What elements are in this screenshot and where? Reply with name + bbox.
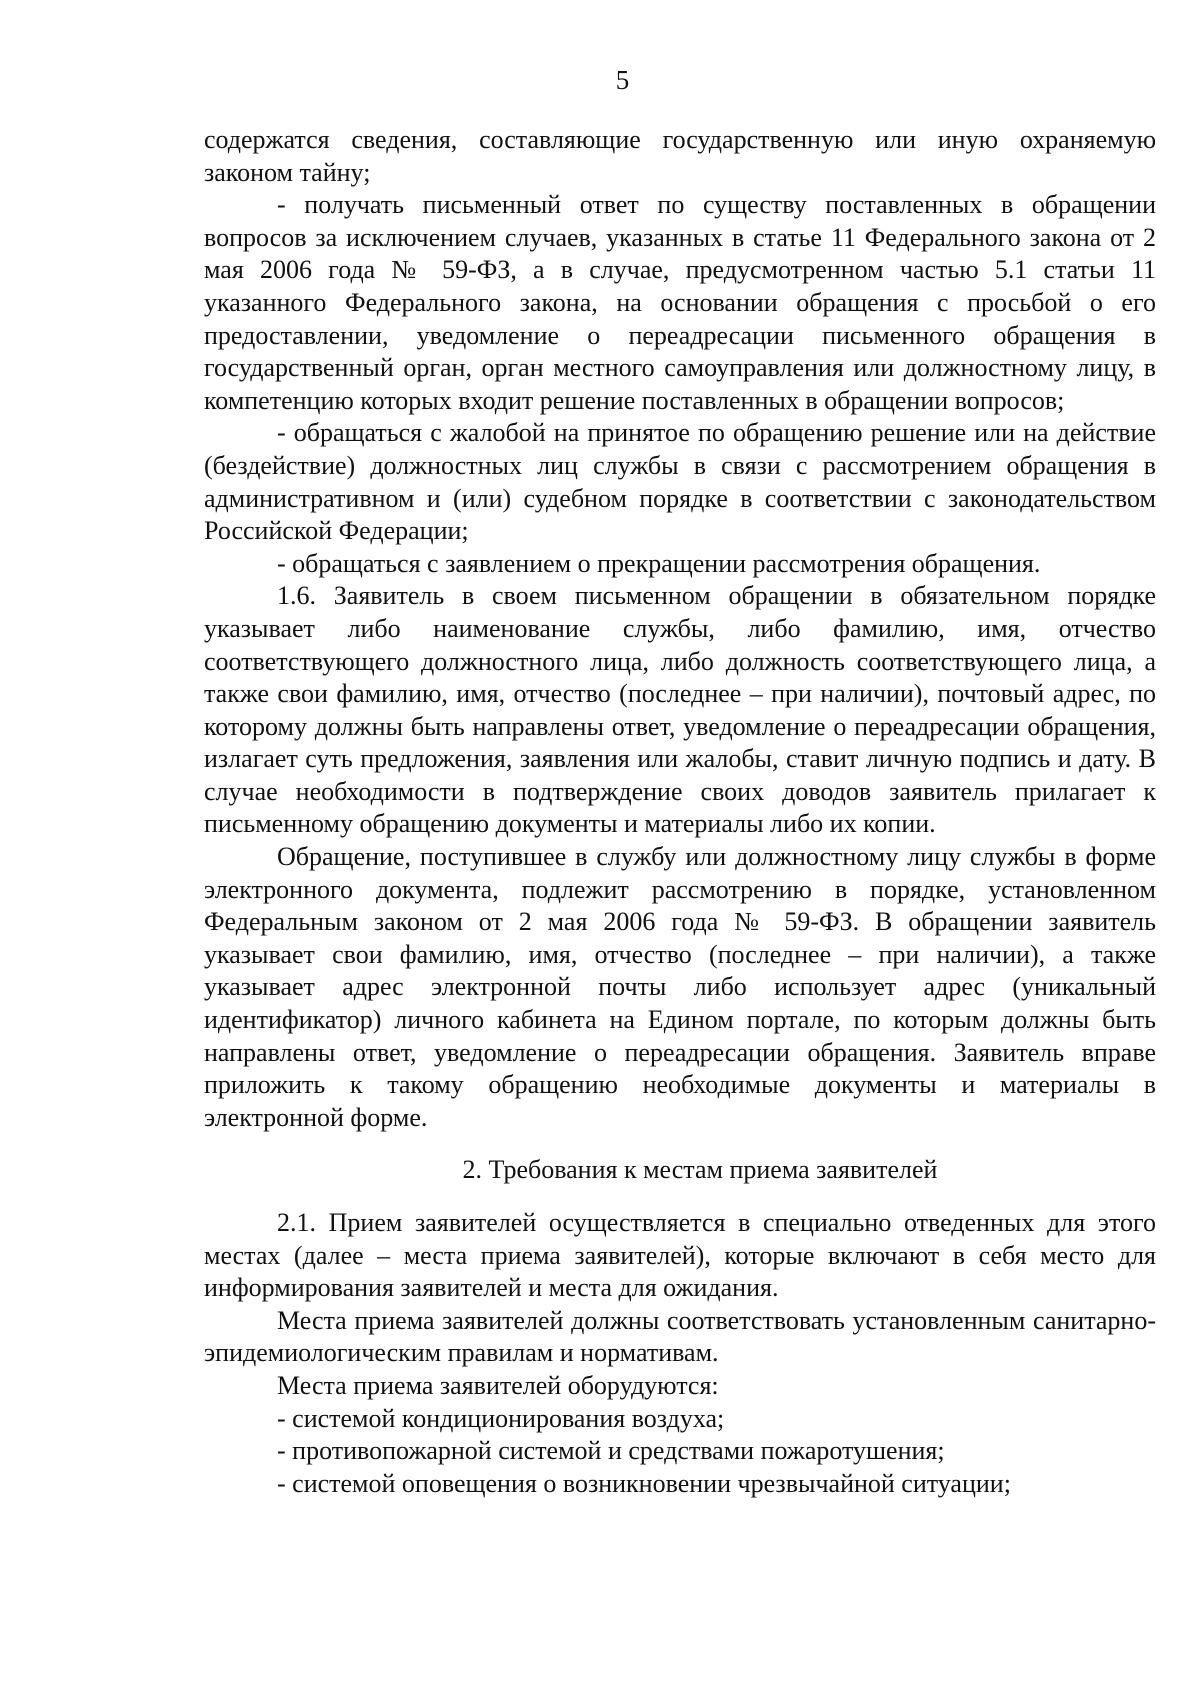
paragraph-electronic-appeal: Обращение, поступившее в службу или должностному лицу службы в форме электронного документа, подлежит рассмотрению в порядке, установленном Федеральным законом от 2 мая 2006 года № 59-ФЗ. В обращении заявитель указывает свои фамилию, имя, отчество (последнее – при наличии), а также указывает адрес электронной почты либо использует адрес (уникальный идентификатор) личного кабинета на Едином портале, по которым должны быть направлены ответ, уведомление о переадресации обращения. Заявитель вправе приложить к такому обращению необходимые документы и материалы в электронной форме. [204, 842, 1156, 1132]
list-item-fire-system: - противопожарной системой и средствами пожаротушения; [277, 1436, 945, 1466]
paragraph-equipment-intro: Места приема заявителей оборудуются: [277, 1370, 719, 1400]
paragraph-continuation: содержатся сведения, составляющие государственную или иную охраняемую законом тайну; [204, 125, 1156, 187]
list-item-termination-request: - обращаться с заявлением о прекращении рассмотрения обращения. [277, 548, 1041, 578]
list-item-complaint: - обращаться с жалобой на принятое по обращению решение или на действие (бездействие) должностных лиц службы в связи с рассмотрением обращения в административном и (или) судебном порядке в соответствии с законодательством Российской Федерации; [204, 418, 1156, 546]
paragraph-sanitary-rules: Места приема заявителей должны соответствовать установленным санитарно-эпидемиологическим правилам и нормативам. [204, 1305, 1156, 1368]
list-item-emergency-alert: - системой оповещения о возникновении чрезвычайной ситуации; [277, 1468, 1011, 1498]
document-body [204, 124, 1156, 1500]
list-item-receive-answer: - получать письменный ответ по существу поставленных в обращении вопросов за исключением случаев, указанных в статье 11 Федерального закона от 2 мая 2006 года № 59-ФЗ, а в случае, предусмотренном частью 5.1 статьи 11 указанного Федерального закона, на основании обращения с просьбой о его предоставлении, уведомление о переадресации письменного обращения в государственный орган, орган местного самоуправления или должностному лицу, в компетенцию которых входит решение поставленных в обращении вопросов; [204, 190, 1156, 415]
list-item-air-conditioning: - системой кондиционирования воздуха; [277, 1403, 725, 1433]
paragraph-1-6: 1.6. Заявитель в своем письменном обращении в обязательном порядке указывает либо наименование службы, либо фамилию, имя, отчество соответствующего должностного лица, либо должность соответствующего лица, а также свои фамилию, имя, отчество (последнее – при наличии), почтовый адрес, по которому должны быть направлены ответ, уведомление о переадресации обращения, излагает суть предложения, заявления или жалобы, ставит личную подпись и дату. В случае необходимости в подтверждение своих доводов заявитель прилагает к письменному обращению документы и материалы либо их копии. [204, 581, 1156, 839]
section-heading: 2. Требования к местам приема заявителей [462, 1155, 938, 1185]
paragraph-2-1: 2.1. Прием заявителей осуществляется в специально отведенных для этого местах (далее – места приема заявителей), которые включают в себя место для информирования заявителей и места для ожидания. [204, 1208, 1156, 1303]
page-number: 5 [615, 65, 630, 95]
